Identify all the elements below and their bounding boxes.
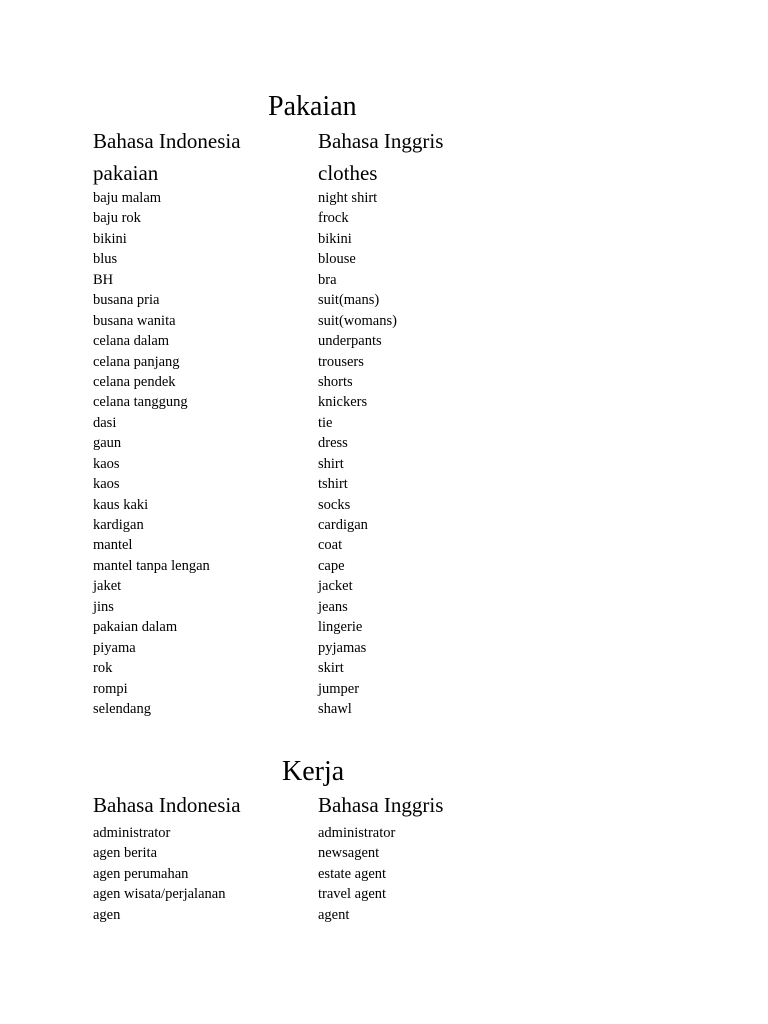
word-row — [93, 270, 693, 290]
header-english: Bahasa Inggris — [318, 793, 444, 817]
word-english: blouse — [318, 251, 356, 268]
word-english: administrator — [318, 825, 396, 841]
header-indonesian: Bahasa Indonesia — [93, 129, 241, 153]
word-english: lingerie — [318, 619, 363, 636]
word-english: tshirt — [318, 476, 348, 493]
word-row — [93, 699, 693, 719]
word-indonesian: dasi — [93, 414, 117, 431]
word-indonesian: celana tanggung — [93, 394, 188, 411]
word-english: cardigan — [318, 517, 368, 533]
word-indonesian: BH — [93, 271, 114, 288]
word-row — [93, 454, 693, 474]
word-indonesian: busana pria — [93, 292, 160, 309]
word-indonesian: bikini — [93, 230, 127, 247]
word-english: coat — [318, 537, 343, 554]
word-indonesian: busana wanita — [93, 312, 176, 329]
category-english: clothes — [318, 161, 378, 185]
word-indonesian: celana dalam — [93, 333, 170, 350]
word-english: night shirt — [318, 190, 378, 206]
word-indonesian: celana pendek — [93, 373, 176, 390]
word-english: shawl — [318, 700, 352, 717]
word-indonesian: agen perumahan — [93, 865, 189, 882]
word-indonesian: agen — [93, 906, 121, 923]
word-indonesian: gaun — [93, 435, 122, 452]
word-english: jacket — [318, 578, 353, 595]
word-indonesian: rok — [93, 660, 113, 677]
word-row — [93, 229, 693, 249]
word-row — [93, 474, 693, 494]
word-row — [93, 556, 693, 576]
header-indonesian: Bahasa Indonesia — [93, 793, 241, 817]
word-row — [93, 597, 693, 617]
word-english: newsagent — [318, 845, 380, 862]
word-list-pakaian — [93, 188, 693, 719]
word-indonesian: agen wisata/perjalanan — [93, 886, 226, 903]
header-english: Bahasa Inggris — [318, 129, 444, 153]
word-indonesian: mantel tanpa lengan — [93, 557, 210, 574]
word-english: frock — [318, 210, 349, 227]
category-row — [93, 158, 693, 188]
column-header-row — [93, 126, 693, 156]
word-english: agent — [318, 906, 350, 923]
word-english: skirt — [318, 660, 344, 677]
word-english: knickers — [318, 394, 368, 411]
word-row — [93, 843, 693, 863]
word-row — [93, 658, 693, 678]
word-row — [93, 188, 693, 208]
word-row — [93, 535, 693, 555]
word-row — [93, 638, 693, 658]
word-english: cape — [318, 557, 345, 574]
word-english: underpants — [318, 333, 382, 350]
word-english: bikini — [318, 230, 352, 247]
word-english: trousers — [318, 353, 364, 370]
word-english: shorts — [318, 373, 353, 390]
word-english: suit(womans) — [318, 312, 397, 329]
word-indonesian: kaus kaki — [93, 496, 149, 513]
word-english: estate agent — [318, 865, 387, 882]
word-indonesian: jins — [93, 598, 114, 615]
word-row — [93, 617, 693, 637]
word-indonesian: blus — [93, 251, 118, 268]
section-title-kerja: Kerja — [282, 756, 345, 787]
word-indonesian: kaos — [93, 476, 120, 493]
word-row — [93, 372, 693, 392]
word-row — [93, 290, 693, 310]
word-row — [93, 249, 693, 269]
word-indonesian: mantel — [93, 537, 133, 554]
word-row — [93, 823, 693, 843]
section-title-pakaian: Pakaian — [268, 91, 357, 122]
word-row — [93, 311, 693, 331]
word-indonesian: pakaian dalam — [93, 619, 178, 636]
word-row — [93, 352, 693, 372]
word-row — [93, 208, 693, 228]
word-english: pyjamas — [318, 639, 367, 656]
column-header-row — [93, 790, 693, 820]
word-row — [93, 433, 693, 453]
word-english: socks — [318, 496, 351, 513]
word-indonesian: administrator — [93, 825, 171, 841]
word-english: travel agent — [318, 886, 387, 903]
word-row — [93, 495, 693, 515]
word-indonesian: baju malam — [93, 190, 162, 206]
word-indonesian: rompi — [93, 680, 128, 697]
word-indonesian: piyama — [93, 639, 136, 656]
word-english: dress — [318, 435, 348, 452]
word-row — [93, 905, 693, 925]
word-row — [93, 864, 693, 884]
word-indonesian: celana panjang — [93, 353, 180, 370]
word-list-kerja — [93, 823, 693, 925]
word-indonesian: kardigan — [93, 517, 144, 533]
word-english: jeans — [318, 598, 348, 615]
word-indonesian: selendang — [93, 700, 151, 717]
word-row — [93, 884, 693, 904]
word-row — [93, 576, 693, 596]
word-english: tie — [318, 414, 333, 431]
word-row — [93, 679, 693, 699]
word-row — [93, 413, 693, 433]
word-english: shirt — [318, 455, 344, 472]
word-row — [93, 515, 693, 535]
word-indonesian: baju rok — [93, 210, 141, 227]
word-indonesian: agen berita — [93, 845, 158, 862]
word-english: suit(mans) — [318, 292, 380, 309]
word-english: bra — [318, 271, 337, 288]
word-indonesian: kaos — [93, 455, 120, 472]
word-indonesian: jaket — [93, 578, 122, 595]
word-row — [93, 331, 693, 351]
word-english: jumper — [318, 680, 360, 697]
category-indonesian: pakaian — [93, 161, 159, 185]
word-row — [93, 392, 693, 412]
